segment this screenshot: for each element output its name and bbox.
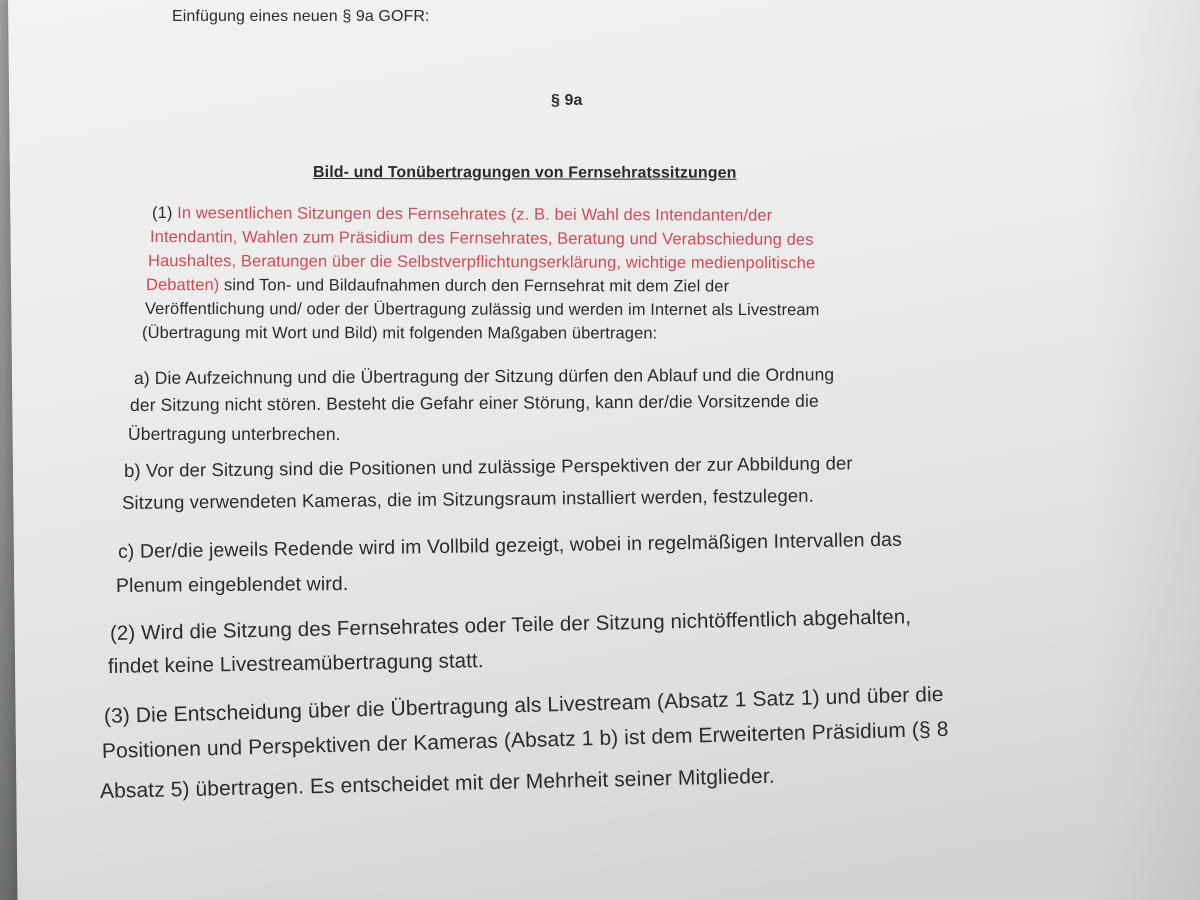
item-a-line-1: a) Die Aufzeichnung und die Übertragung der Sitzung dürfen den Ablauf und die Ordnung	[133, 364, 835, 388]
paragraph-1-text-4: sind Ton- und Bildaufnahmen durch den Fernsehrat mit dem Ziel der	[219, 276, 730, 296]
item-a-line-3: Übertragung unterbrechen.	[128, 424, 341, 444]
paragraph-3-line-2: Positionen und Perspektiven der Kameras (Absatz 1 b) ist dem Erweiterten Präsidium (§ 8	[101, 717, 949, 763]
item-c-line-1: c) Der/die jeweils Redende wird im Vollbild gezeigt, wobei in regelmäßigen Intervallen das	[117, 528, 903, 563]
paragraph-1-number: (1)	[151, 204, 173, 223]
paragraph-1-highlight-2: Debatten)	[145, 276, 220, 295]
item-b-line-2: Sitzung verwendeten Kameras, die im Sitzungsraum installiert werden, festzulegen.	[121, 484, 814, 513]
document-header: Einfügung eines neuen § 9a GOFR:	[172, 8, 430, 25]
section-title: Bild- und Tonübertragungen von Fernsehratssitzungen	[312, 164, 737, 182]
paragraph-3-line-3: Absatz 5) übertragen. Es entscheidet mit der Mehrheit seiner Mitglieder.	[99, 764, 775, 803]
paragraph-1-highlight-1: In wesentlichen Sitzungen des Fernsehrates (z. B. bei Wahl des Intendanten/der	[177, 204, 773, 225]
paragraph-3-line-1: (3) Die Entscheidung über die Übertragung als Livestream (Absatz 1 Satz 1) und über die	[103, 683, 944, 728]
paragraph-2-line-1: (2) Wird die Sitzung des Fernsehrates oder Teile der Sitzung nichtöffentlich abgehalten,	[109, 605, 912, 645]
paragraph-1-line-3: Haushaltes, Beratungen über die Selbstverpflichtungserklärung, wichtige medienpolitische	[147, 252, 816, 273]
paragraph-2-line-2: findet keine Livestreamübertragung statt.	[107, 649, 484, 678]
item-b-line-1: b) Vor der Sitzung sind die Positionen und zulässige Perspektiven der zur Abbildung der	[123, 452, 853, 481]
section-number: § 9a	[551, 92, 583, 109]
paragraph-1-line-5: Veröffentlichung und/ oder der Übertragung zulässig und werden im Internet als Livestream	[144, 300, 820, 320]
item-c-line-2: Plenum eingeblendet wird.	[115, 572, 349, 597]
paragraph-1-line-6: (Übertragung mit Wort und Bild) mit folgenden Maßgaben übertragen:	[141, 324, 658, 343]
paragraph-1-line-1	[152, 204, 772, 226]
paragraph-1-line-4	[146, 276, 729, 297]
item-a-line-2: der Sitzung nicht stören. Besteht die Gefahr einer Störung, kann der/die Vorsitzende die	[129, 390, 819, 415]
paragraph-1-line-2: Intendantin, Wahlen zum Präsidium des Fernsehrates, Beratung und Verabschiedung des	[149, 228, 814, 249]
